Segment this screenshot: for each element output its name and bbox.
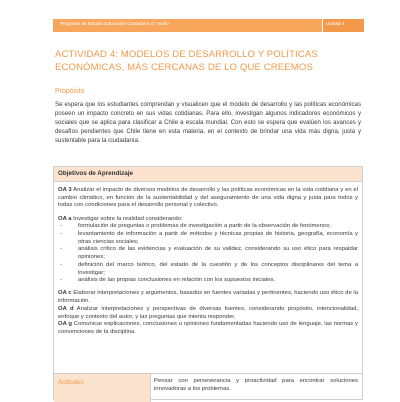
oa-text: Comunicar explicaciones, conclusiones u opiniones fundamentadas haciendo uso de lenguaje, las normas y convenciones de la disciplina. xyxy=(58,321,358,335)
objectives-header-label: Objetivos de Aprendizaje xyxy=(58,170,133,177)
oa-text: Analizar el impacto de diversos modelos de desarrollo y las políticas económicas en la vida cotidiana y en el cambio climático, en función de la sustentabilidad y del aseguramiento de una vida digna y justa para todos y todas con condiciones para el desarrollo personal y colectivo. xyxy=(58,187,359,209)
attitudes-text: Pensar con perseverancia y proactividad para encontrar soluciones innovadoras a los problemas. xyxy=(154,378,358,392)
list-item: - levantamiento de información a partir de métodos y técnicas propias de historia, geografía, economía y otras ciencias sociales; xyxy=(60,231,358,245)
oa-text: Analizar interpretaciones y perspectivas de diversas fuentes, considerando propósito, intencionalidad, enfoque y contexto del autor, y las preguntas que intenta responder. xyxy=(58,305,358,320)
purpose-heading: Propósito xyxy=(55,88,85,95)
objectives-body xyxy=(58,187,358,337)
oa-code: OA d xyxy=(58,305,74,312)
purpose-text: Se espera que los estudiantes comprendan y visualicen que el modelo de desarrollo y las políticas económicas poseen un impacto concreto en sus vidas cotidianas. Para ello, investigan algunos indicadores económicos y sociales que se aplica para clasificar a Chile a escala mundial. Con esto se espera que evalúen los avances y desafíos pendientes que Chile tiene en esta materia, en el contexto de brindar una vida más digna, justa y sustentable para la ciudadanía. xyxy=(55,101,361,145)
oa-3 xyxy=(58,187,358,210)
oa-c xyxy=(58,290,358,305)
unit-label: Unidad 4 xyxy=(326,21,345,26)
oa-a xyxy=(58,216,358,285)
objectives-table-header xyxy=(54,167,362,182)
oa-text: Elaborar interpretaciones y argumentos, basados en fuentes variadas y pertinentes, haciendo uso ético de la información. xyxy=(58,290,359,305)
objectives-table xyxy=(53,166,363,400)
oa-a-list xyxy=(58,223,358,285)
oa-g xyxy=(58,321,358,336)
oa-code: OA g xyxy=(58,321,73,328)
list-item: - formulación de preguntas o problemas de investigación a partir de la observación de fenómenos; xyxy=(60,223,331,230)
list-item: - análisis de las propias conclusiones en relación con los supuestos iniciales. xyxy=(60,277,276,284)
oa-code: OA 3 xyxy=(58,187,72,193)
attitudes-label-cell xyxy=(54,374,151,402)
oa-text: Investigar sobre la realidad considerando: xyxy=(71,215,183,222)
program-title: Programa de Estudio Educación Ciudadana 4° medio xyxy=(60,21,169,26)
oa-code: OA c xyxy=(58,290,72,297)
activity-title: ACTIVIDAD 4: MODELOS DE DESARROLLO Y POLÍTICAS ECONÓMICAS, MÁS CERCANAS DE LO QUE CREEMOS xyxy=(55,49,318,73)
list-item: - análisis crítico de las evidencias y evaluación de su validez, considerando su uso ético para respaldar opiniones; xyxy=(60,246,358,261)
attitudes-label: Actitudes xyxy=(58,379,84,386)
oa-code: OA a xyxy=(58,215,72,222)
oa-d xyxy=(58,306,358,321)
attitudes-row xyxy=(54,373,362,402)
list-item: - definición del marco teórico, del estado de la cuestión y de los conceptos disciplinares del tema a investigar; xyxy=(60,261,358,276)
